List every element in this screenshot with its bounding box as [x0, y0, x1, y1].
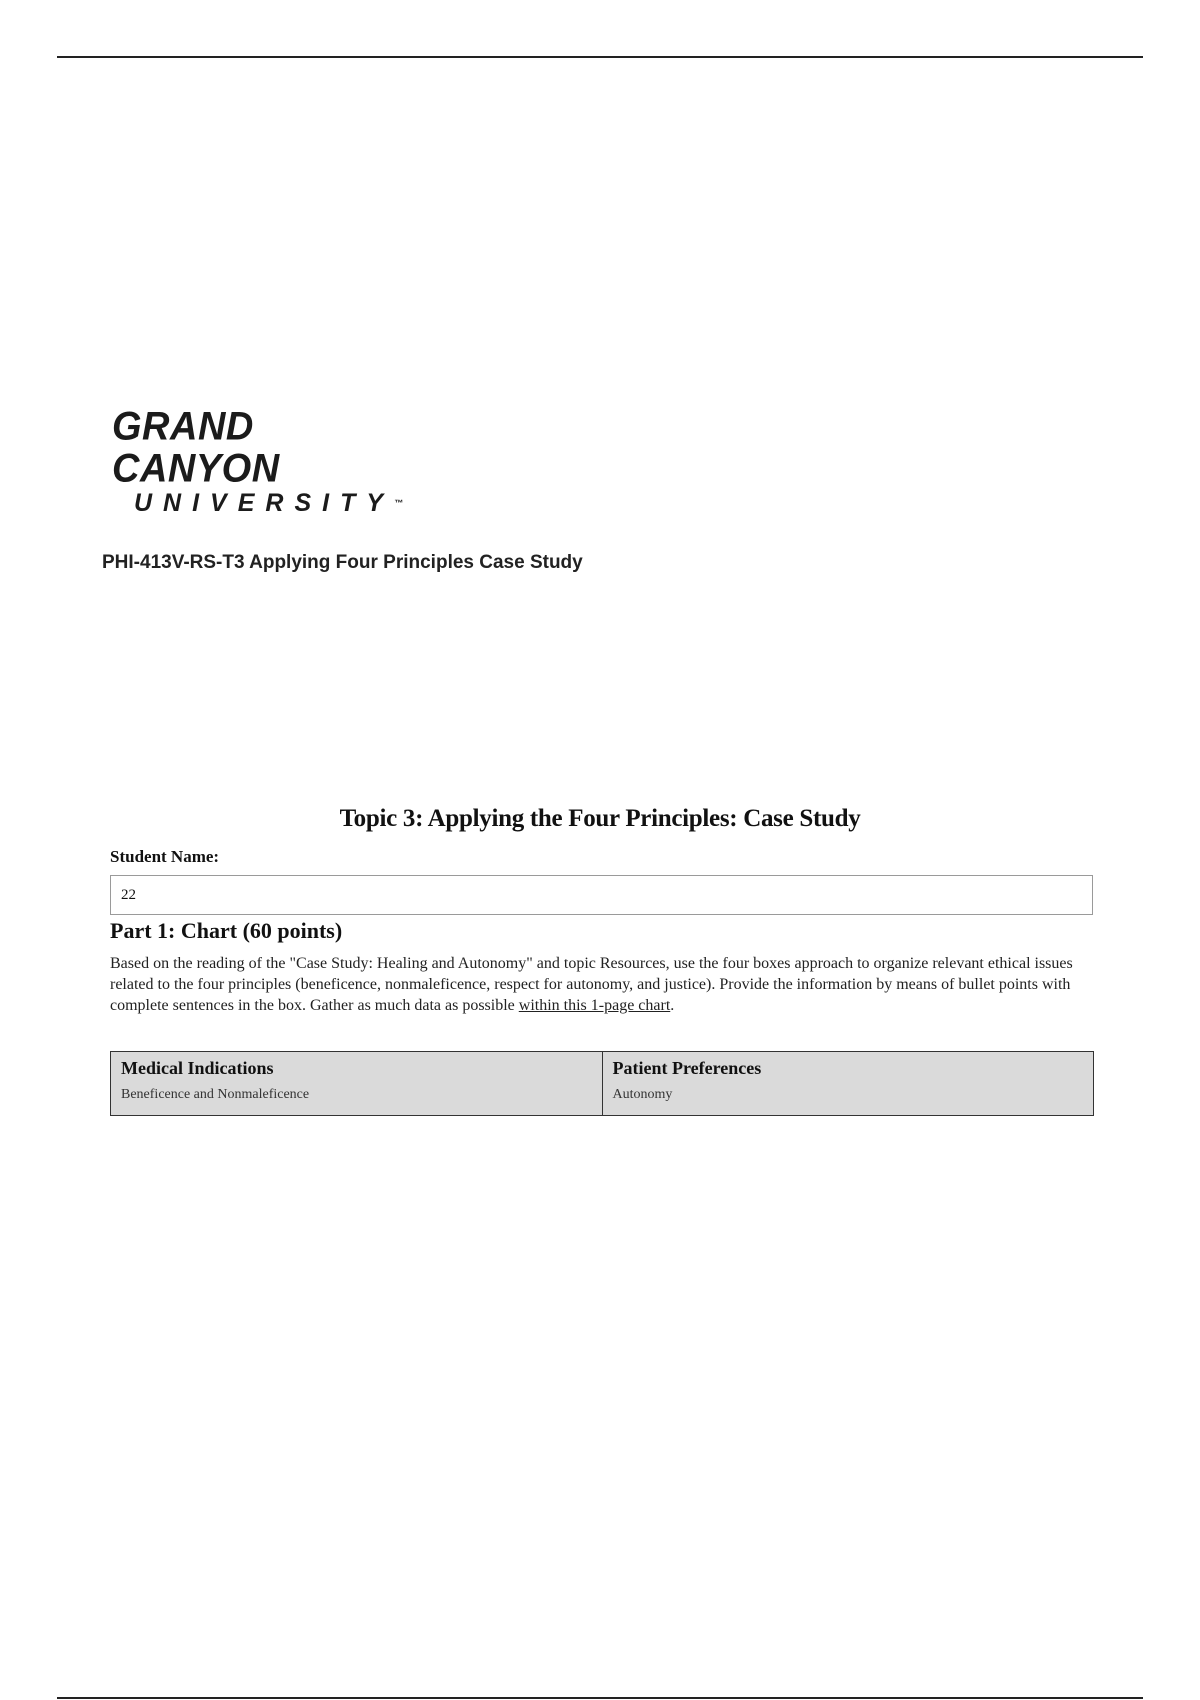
page-title: Topic 3: Applying the Four Principles: Case Study — [339, 805, 861, 832]
bottom-rule — [57, 1697, 1143, 1699]
chart-cell-medical-indications[interactable] — [111, 1052, 602, 1115]
logo-line-grand-canyon: GRAND CANYON — [112, 404, 280, 492]
instructions-end: . — [670, 997, 675, 1014]
chart-cell-patient-preferences[interactable] — [602, 1052, 1094, 1115]
part1-title: Part 1: Chart (60 points) — [110, 918, 343, 943]
instructions-text: Based on the reading of the "Case Study: Healing and Autonomy" and topic Resources, use the four boxes approach to organize relevant ethical issues related to the four principles (beneficence, nonmaleficence, respect for autonomy, and justice). Provide the information by means of bullet points with complete sentences in the box. Gather as much data as possible — [110, 955, 1073, 1014]
chart-subheading-patient-preferences: Autonomy — [612, 1087, 673, 1102]
document-code: PHI-413V-RS-T3 Applying Four Principles Case Study — [102, 552, 583, 573]
instructions-underlined-text: within this 1-page chart — [518, 997, 671, 1014]
top-rule — [57, 56, 1143, 58]
four-box-chart — [110, 1051, 1094, 1116]
logo-trademark: ™ — [394, 498, 404, 508]
student-name-field[interactable] — [110, 875, 1093, 915]
chart-heading-patient-preferences: Patient Preferences — [612, 1058, 762, 1078]
university-logo — [112, 404, 432, 518]
student-name-value: 22 — [121, 887, 136, 903]
chart-subheading-medical-indications: Beneficence and Nonmaleficence — [121, 1087, 310, 1102]
student-name-label: Student Name: — [110, 847, 220, 866]
part1-instructions — [110, 953, 1095, 1016]
logo-university-text: UNIVERSITY — [134, 489, 395, 517]
logo-line-university — [134, 488, 432, 518]
chart-heading-medical-indications: Medical Indications — [121, 1058, 274, 1078]
